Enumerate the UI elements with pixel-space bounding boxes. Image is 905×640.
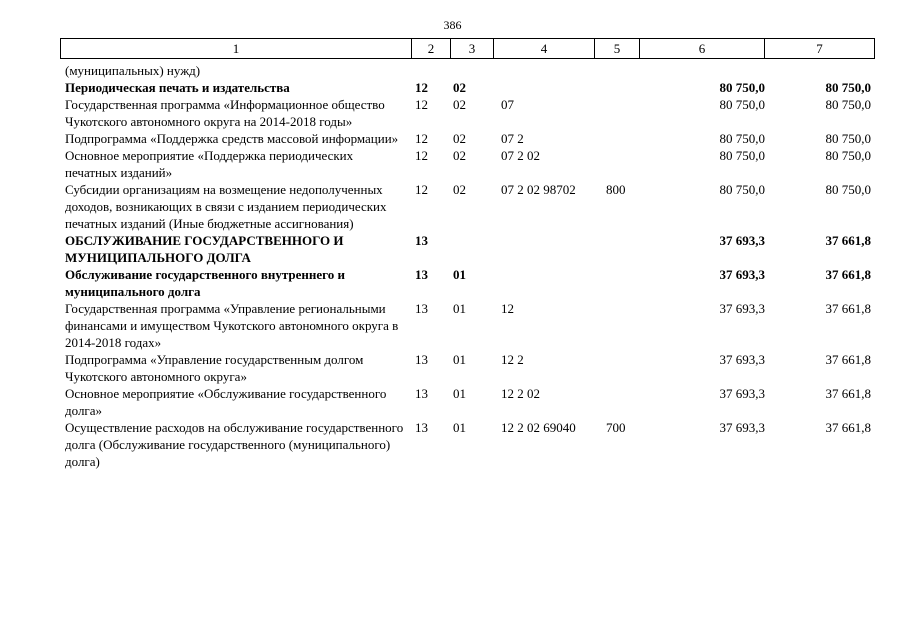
row-amount-col7-cell: 37 661,8 bbox=[825, 233, 871, 248]
row-amount-col7-cell: 37 661,8 bbox=[825, 386, 871, 401]
row-section-cell: 12 bbox=[415, 131, 428, 146]
row-amount-col7-cell: 37 661,8 bbox=[825, 352, 871, 367]
row-target-article-cell: 07 2 02 98702 bbox=[501, 182, 576, 197]
header-col-6: 6 bbox=[639, 39, 764, 58]
row-section-cell: 13 bbox=[415, 386, 428, 401]
row-section-cell: 13 bbox=[415, 301, 428, 316]
row-section-cell: 12 bbox=[415, 182, 428, 197]
header-col-5: 5 bbox=[594, 39, 639, 58]
table-row bbox=[60, 419, 875, 470]
row-target-article-cell: 07 2 02 bbox=[501, 148, 540, 163]
row-section-cell: 12 bbox=[415, 97, 428, 112]
row-amount-col7-cell: 80 750,0 bbox=[825, 131, 871, 146]
table-row bbox=[60, 79, 875, 96]
row-name-cell: Осуществление расходов на обслуживание государственного долга (Обслуживание государственного (муниципального) долга) bbox=[65, 420, 404, 469]
table-row bbox=[60, 385, 875, 419]
table-row bbox=[60, 232, 875, 266]
row-name-cell: Государственная программа «Информационное общество Чукотского автономного округа на 2014-2018 годы» bbox=[65, 97, 385, 129]
row-amount-col6-cell: 37 693,3 bbox=[719, 233, 765, 248]
header-col-7: 7 bbox=[764, 39, 874, 58]
row-subsection-cell: 02 bbox=[453, 97, 466, 112]
row-subsection-cell: 01 bbox=[453, 386, 466, 401]
table-row bbox=[60, 147, 875, 181]
row-target-article-cell: 12 bbox=[501, 301, 514, 316]
row-amount-col6-cell: 80 750,0 bbox=[719, 148, 765, 163]
row-subsection-cell: 02 bbox=[453, 182, 466, 197]
row-name-cell: Субсидии организациям на возмещение недополученных доходов, возникающих в связи с изданием периодических печатных изданий (Иные бюджетные ассигнования) bbox=[65, 182, 387, 231]
row-section-cell: 13 bbox=[415, 267, 428, 282]
row-amount-col6-cell: 37 693,3 bbox=[719, 352, 765, 367]
header-col-4: 4 bbox=[493, 39, 594, 58]
row-amount-col7-cell: 80 750,0 bbox=[825, 97, 871, 112]
header-col-2: 2 bbox=[411, 39, 450, 58]
table-row bbox=[60, 351, 875, 385]
row-amount-col7-cell: 37 661,8 bbox=[825, 301, 871, 316]
row-target-article-cell: 07 bbox=[501, 97, 514, 112]
row-name-cell: Основное мероприятие «Поддержка периодических печатных изданий» bbox=[65, 148, 354, 180]
row-name-cell: (муниципальных) нужд) bbox=[65, 63, 201, 78]
row-subsection-cell: 02 bbox=[453, 80, 466, 95]
row-amount-col6-cell: 80 750,0 bbox=[719, 182, 765, 197]
table-row bbox=[60, 300, 875, 351]
row-expense-type-cell: 700 bbox=[606, 420, 626, 435]
row-section-cell: 12 bbox=[415, 80, 428, 95]
header-col-1: 1 bbox=[232, 41, 240, 56]
row-section-cell: 13 bbox=[415, 420, 428, 435]
table-body bbox=[60, 62, 875, 470]
row-section-cell: 13 bbox=[415, 233, 428, 248]
table-row bbox=[60, 266, 875, 300]
header-col-3: 3 bbox=[450, 39, 493, 58]
row-subsection-cell: 02 bbox=[453, 148, 466, 163]
row-amount-col6-cell: 37 693,3 bbox=[719, 267, 765, 282]
row-name-cell: ОБСЛУЖИВАНИЕ ГОСУДАРСТВЕННОГО И МУНИЦИПАЛЬНОГО ДОЛГА bbox=[65, 233, 344, 265]
row-expense-type-cell: 800 bbox=[606, 182, 626, 197]
row-name-cell: Подпрограмма «Управление государственным долгом Чукотского автономного округа» bbox=[65, 352, 364, 384]
row-subsection-cell: 01 bbox=[453, 301, 466, 316]
row-name-cell: Периодическая печать и издательства bbox=[65, 80, 290, 95]
row-target-article-cell: 07 2 bbox=[501, 131, 524, 146]
row-section-cell: 13 bbox=[415, 352, 428, 367]
table-row bbox=[60, 181, 875, 232]
row-amount-col6-cell: 37 693,3 bbox=[719, 386, 765, 401]
table-row bbox=[60, 130, 875, 147]
row-amount-col7-cell: 80 750,0 bbox=[825, 80, 871, 95]
row-amount-col7-cell: 37 661,8 bbox=[825, 267, 871, 282]
row-amount-col7-cell: 80 750,0 bbox=[825, 182, 871, 197]
row-section-cell: 12 bbox=[415, 148, 428, 163]
row-name-cell: Обслуживание государственного внутреннего и муниципального долга bbox=[65, 267, 345, 299]
row-amount-col6-cell: 80 750,0 bbox=[719, 97, 765, 112]
table-row bbox=[60, 62, 875, 79]
row-amount-col6-cell: 37 693,3 bbox=[719, 301, 765, 316]
row-name-cell: Основное мероприятие «Обслуживание государственного долга» bbox=[65, 386, 387, 418]
row-amount-col7-cell: 80 750,0 bbox=[825, 148, 871, 163]
row-target-article-cell: 12 2 02 69040 bbox=[501, 420, 576, 435]
row-subsection-cell: 01 bbox=[453, 352, 466, 367]
table-row bbox=[60, 96, 875, 130]
table-header-row bbox=[60, 38, 875, 59]
page-number: 386 bbox=[443, 18, 462, 32]
row-amount-col6-cell: 80 750,0 bbox=[719, 80, 765, 95]
row-subsection-cell: 01 bbox=[453, 267, 466, 282]
row-amount-col6-cell: 80 750,0 bbox=[719, 131, 765, 146]
row-name-cell: Государственная программа «Управление региональными финансами и имуществом Чукотского автономного округа в 2014-2018 годах» bbox=[65, 301, 399, 350]
row-target-article-cell: 12 2 bbox=[501, 352, 524, 367]
row-amount-col6-cell: 37 693,3 bbox=[719, 420, 765, 435]
row-target-article-cell: 12 2 02 bbox=[501, 386, 540, 401]
row-subsection-cell: 02 bbox=[453, 131, 466, 146]
row-name-cell: Подпрограмма «Поддержка средств массовой информации» bbox=[65, 131, 399, 146]
row-amount-col7-cell: 37 661,8 bbox=[825, 420, 871, 435]
row-subsection-cell: 01 bbox=[453, 420, 466, 435]
